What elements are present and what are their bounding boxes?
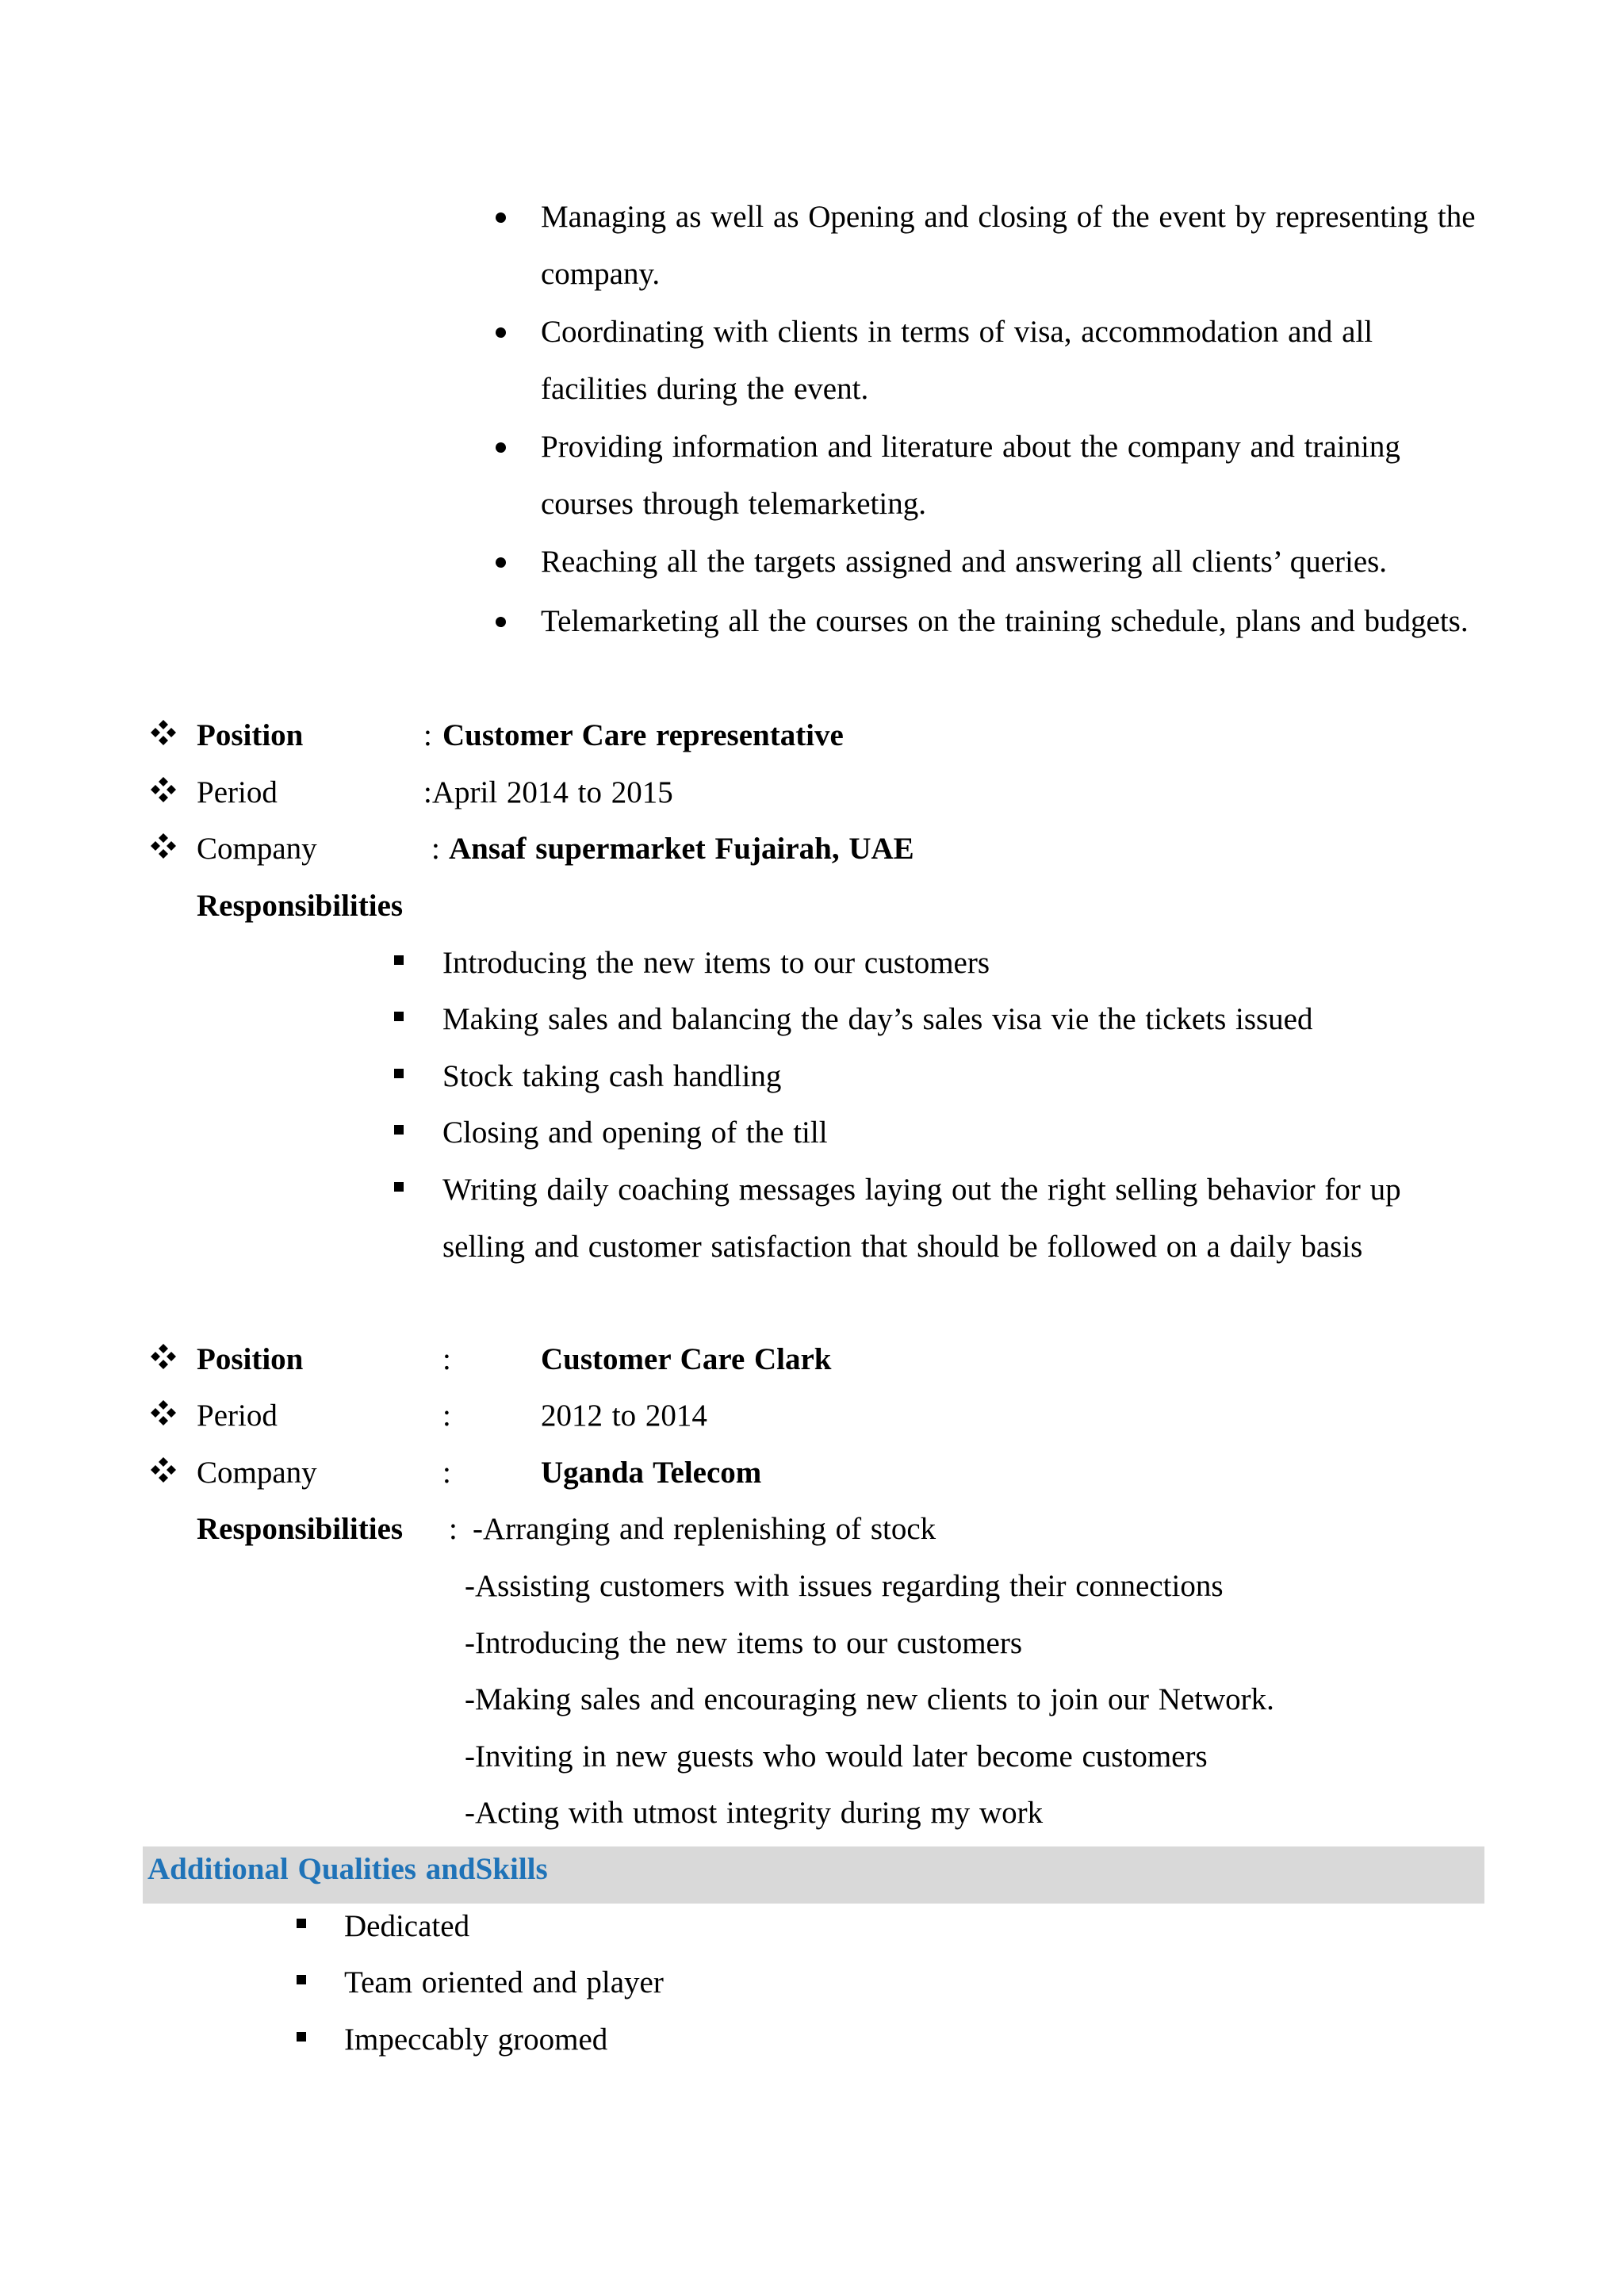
square-bullet-icon [394, 1012, 404, 1021]
position-label: Position [197, 1342, 304, 1376]
company-colon: : [442, 1456, 451, 1490]
diamond-bullet-icon [149, 775, 178, 804]
responsibility-item: -Making sales and encouraging new clients to join our Network. [465, 1682, 1274, 1716]
quality-item: Dedicated [344, 1909, 470, 1943]
company-label: Company [197, 832, 317, 866]
bullet-dot [496, 327, 506, 338]
responsibility-item: Writing daily coaching messages laying out the right selling behavior for up [442, 1173, 1401, 1207]
responsibility-item: -Introducing the new items to our customers [465, 1626, 1023, 1660]
position-value: Customer Care representative [442, 718, 844, 752]
responsibility-item-continued: selling and customer satisfaction that should be followed on a daily basis [442, 1230, 1363, 1264]
diamond-bullet-icon [149, 832, 178, 860]
responsibility-item: -Inviting in new guests who would later become customers [465, 1739, 1208, 1774]
square-bullet-icon [297, 2032, 306, 2042]
company-label: Company [197, 1456, 317, 1490]
bullet-text: Reaching all the targets assigned and answering all clients’ queries. [541, 545, 1388, 579]
diamond-bullet-icon [149, 718, 178, 747]
bullet-dot [496, 557, 506, 568]
responsibilities-colon: : [449, 1512, 458, 1546]
bullet-text: Coordinating with clients in terms of visa, accommodation and all [541, 315, 1373, 349]
responsibility-item: Introducing the new items to our customers [442, 946, 990, 980]
bullet-text-continued: courses through telemarketing. [541, 487, 926, 521]
responsibility-item: Stock taking cash handling [442, 1059, 782, 1093]
position-label: Position [197, 718, 304, 752]
bullet-text: Providing information and literature about the company and training [541, 430, 1400, 464]
bullet-text: Telemarketing all the courses on the training schedule, plans and budgets. [541, 604, 1469, 638]
section-title: Additional Qualities andSkills [147, 1852, 548, 1886]
responsibility-item: -Acting with utmost integrity during my work [465, 1796, 1044, 1830]
diamond-bullet-icon [149, 1342, 178, 1371]
company-colon: : [431, 832, 440, 866]
responsibility-item: Making sales and balancing the day’s sales visa vie the tickets issued [442, 1002, 1313, 1036]
position-value: Customer Care Clark [541, 1342, 832, 1376]
responsibility-item: Closing and opening of the till [442, 1115, 828, 1150]
period-label: Period [197, 775, 278, 809]
responsibility-item: -Assisting customers with issues regarding their connections [465, 1569, 1224, 1603]
square-bullet-icon [394, 1069, 404, 1078]
quality-item: Team oriented and player [344, 1965, 664, 1999]
company-value: Uganda Telecom [541, 1456, 762, 1490]
square-bullet-icon [297, 1975, 306, 1984]
responsibilities-label: Responsibilities [197, 1512, 404, 1546]
period-label: Period [197, 1399, 278, 1433]
bullet-dot [496, 617, 506, 627]
square-bullet-icon [394, 955, 404, 965]
bullet-text: Managing as well as Opening and closing of the event by representing the [541, 200, 1476, 234]
company-value: Ansaf supermarket Fujairah, UAE [449, 832, 914, 866]
bullet-text-continued: facilities during the event. [541, 372, 869, 406]
diamond-bullet-icon [149, 1456, 178, 1484]
responsibilities-label: Responsibilities [197, 889, 404, 923]
period-colon: : [442, 1399, 451, 1433]
quality-item: Impeccably groomed [344, 2022, 608, 2057]
bullet-dot [496, 212, 506, 223]
position-colon: : [442, 1342, 451, 1376]
period-value: :April 2014 to 2015 [423, 775, 673, 809]
bullet-dot [496, 442, 506, 453]
position-colon: : [423, 718, 432, 752]
responsibility-item: -Arranging and replenishing of stock [473, 1512, 936, 1546]
bullet-text-continued: company. [541, 257, 661, 291]
square-bullet-icon [297, 1919, 306, 1928]
square-bullet-icon [394, 1125, 404, 1135]
square-bullet-icon [394, 1182, 404, 1192]
period-value: 2012 to 2014 [541, 1399, 707, 1433]
diamond-bullet-icon [149, 1399, 178, 1427]
